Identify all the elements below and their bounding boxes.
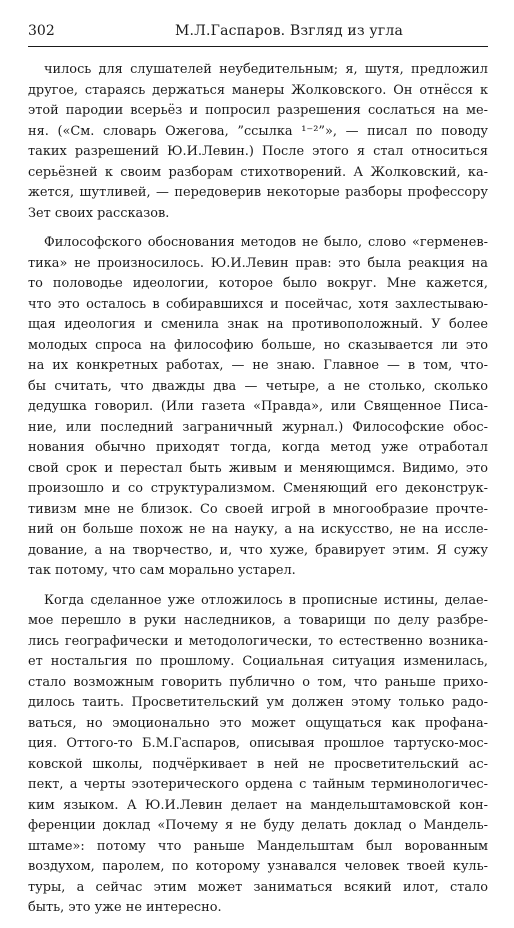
text-line: ние, или последний заграничный журнал.) Философские обос-: [28, 419, 488, 435]
text-line: мое перешло в руки наследников, а товарищи по делу разбре-: [28, 613, 488, 628]
page-body: [28, 60, 488, 919]
text-line: щая идеология и сменила знак на противоположный. У более: [28, 317, 488, 332]
text-line: штаме»: потому что раньше Мандельштам был ворованным: [28, 838, 488, 854]
text-line: этой пародии всерьёз и попросил разрешения сослаться на ме-: [28, 103, 488, 118]
text-line: ким языком. А Ю.И.Левин делает на мандельштамовской кон-: [28, 797, 488, 813]
text-line: Философского обоснования методов не было, слово «герменев-: [44, 235, 488, 250]
text-line: молодых спроса на философию больше, но сказывается ли это: [28, 337, 488, 353]
text-line: дилось таить. Просветительский ум должен этому только радо-: [28, 695, 488, 710]
text-line: дедушка говорил. (Или газета «Правда», или Священное Писа-: [28, 399, 488, 414]
text-line: что это осталось в собиравшихся и посейчас, хотя захлестываю-: [28, 296, 488, 312]
text-line: жется, шутливей, — передоверив некоторые разборы профессору: [28, 185, 488, 200]
page-number: 302: [28, 23, 55, 39]
paragraph: [28, 60, 488, 224]
text-line: то половодье идеологии, которое было вокруг. Мне кажется,: [28, 276, 488, 291]
text-line: тика» не произносилось. Ю.И.Левин прав: это была реакция на: [28, 255, 488, 271]
text-line: чилось для слушателей неубедительным; я, шутя, предложил: [44, 62, 488, 77]
text-line: на их конкретных работах, — не знаю. Главное — в том, что-: [28, 358, 488, 373]
text-line: произошло и со структурализмом. Сменяющий его деконструк-: [28, 481, 488, 496]
text-line: дование, а на творчество, и, что хуже, бравирует этим. Я сужу: [28, 542, 488, 558]
text-line: ция. Оттого-то Б.М.Гаспаров, описывая прошлое тартуско-мос-: [28, 736, 488, 751]
page-header: [28, 22, 488, 47]
text-line: стало возможным говорить публично о том, что раньше прихо-: [28, 674, 488, 690]
book-page: [28, 22, 488, 928]
text-line: ний он больше похож не на науку, а на искусство, не на иссле-: [28, 522, 488, 537]
text-line: так потому, что сам морально устарел.: [28, 563, 296, 578]
text-line: другое, стараясь держаться манеры Жолковского. Он отнёсся к: [28, 82, 488, 98]
text-line: серьёзней к своим разборам стихотворений. А Жолковский, ка-: [28, 164, 488, 180]
text-line: быть, это уже не интересно.: [28, 900, 222, 915]
text-line: ваться, но эмоционально это может ощущаться как профана-: [28, 715, 488, 731]
running-title: М.Л.Гаспаров. Взгляд из угла: [174, 23, 404, 39]
text-line: ня. («См. словарь Ожегова, ”ссылка ¹⁻²”», — писал по поводу: [28, 123, 488, 139]
text-line: Зет своих рассказов.: [28, 205, 170, 221]
text-line: свой срок и перестал быть живым и меняющимся. Видимо, это: [28, 460, 488, 476]
text-line: туры, а сейчас этим может заниматься всякий илот, стало: [28, 879, 488, 895]
text-line: нования обычно приходят тогда, когда метод уже отработал: [28, 440, 488, 455]
text-line: таких разрешений Ю.И.Левин.) После этого я стал относиться: [28, 144, 488, 159]
paragraph: [28, 591, 488, 919]
text-line: лись географически и методологически, то естественно возника-: [28, 633, 488, 649]
text-line: бы считать, что дважды два — четыре, а не столько, сколько: [28, 378, 488, 394]
text-line: Когда сделанное уже отложилось в прописные истины, делае-: [44, 592, 488, 608]
text-line: пект, а черты эзотерического ордена с тайным терминологичес-: [28, 777, 488, 792]
paragraph: [28, 233, 488, 582]
text-line: воздухом, паролем, по которому узнавался человек твоей куль-: [28, 859, 488, 874]
text-line: тивизм мне не близок. Со своей игрой в многообразие прочте-: [28, 501, 488, 517]
text-line: ет ностальгия по прошлому. Социальная ситуация изменилась,: [28, 654, 488, 669]
text-line: ференции доклад «Почему я не буду делать доклад о Мандель-: [28, 818, 488, 833]
text-line: ковской школы, подчёркивает в ней не просветительский ас-: [28, 756, 488, 772]
